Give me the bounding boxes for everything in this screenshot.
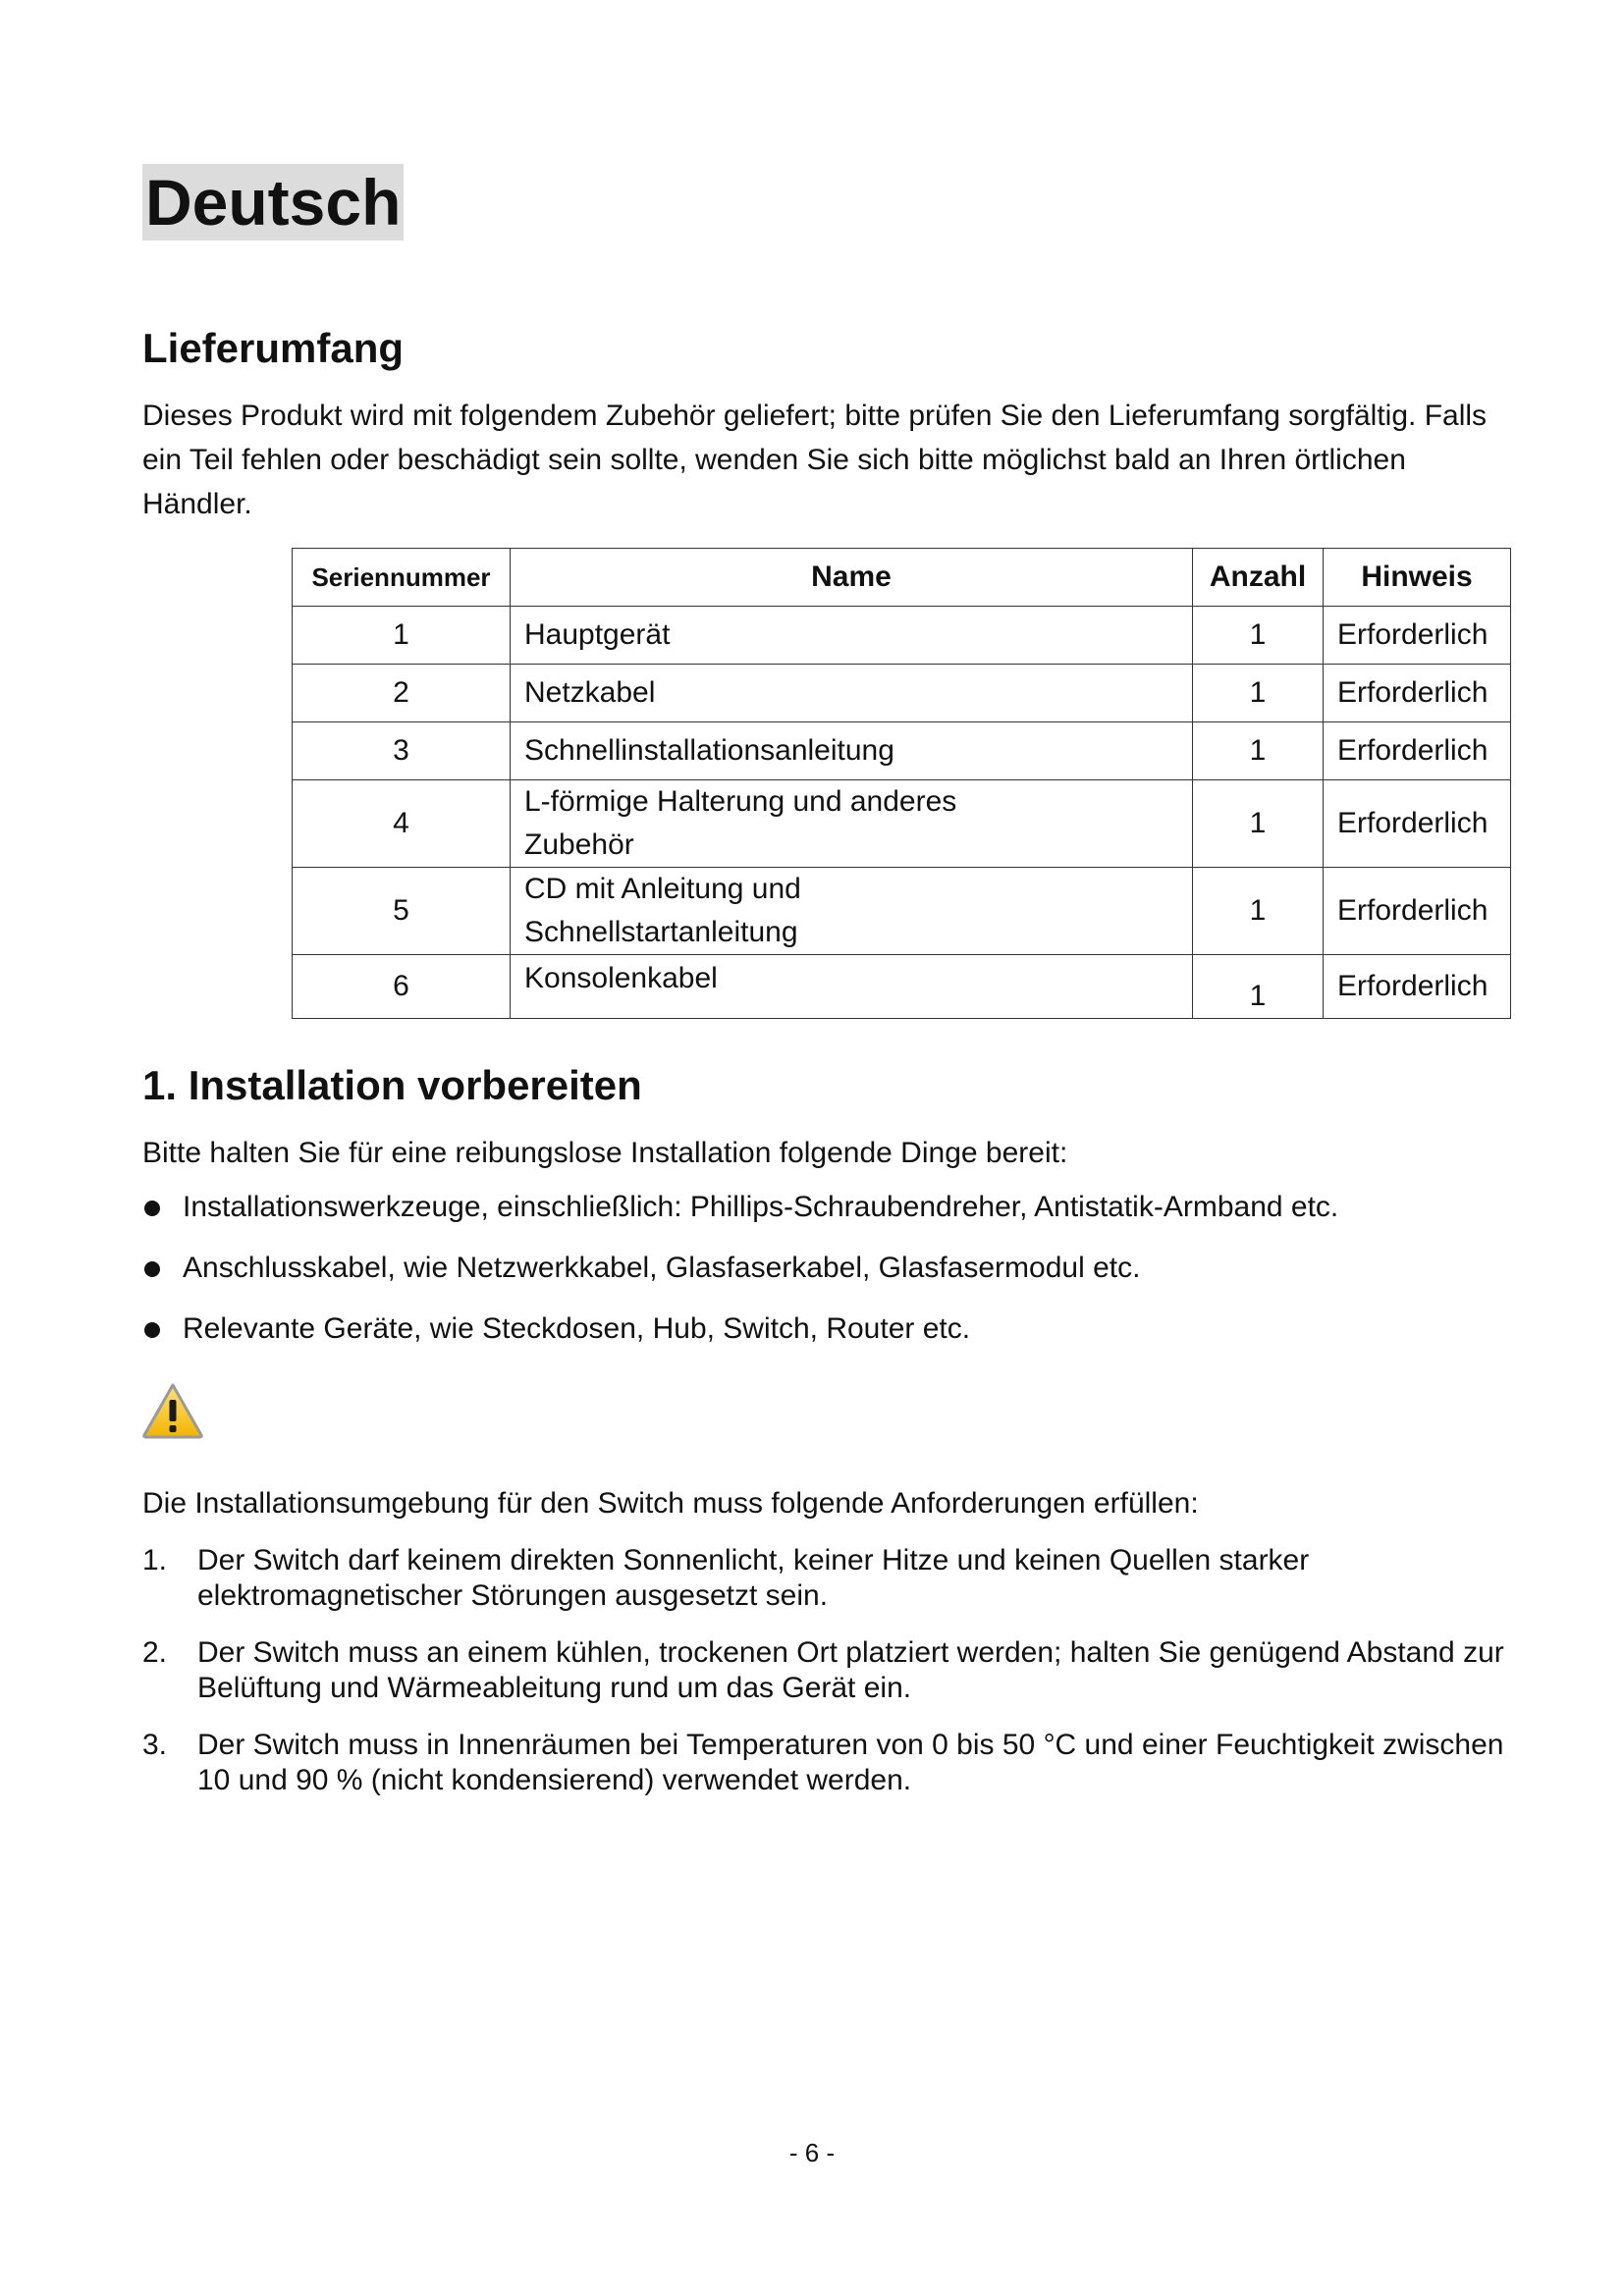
list-item	[142, 1309, 1338, 1349]
list-item-text: Der Switch muss in Innenräumen bei Temperaturen von 0 bis 50 °C und einer Feuchtigkeit zwischen 10 und 90 % (nicht kondensierend) verwendet werden.	[197, 1729, 1504, 1796]
table-row	[293, 868, 1511, 955]
col-header-qty: Anzahl	[1193, 549, 1324, 607]
table-row	[293, 722, 1511, 780]
list-item-text: Anschlusskabel, wie Netzwerkkabel, Glasfaserkabel, Glasfasermodul etc.	[183, 1252, 1141, 1284]
cell-qty: 1	[1193, 607, 1324, 665]
cell-name: Netzkabel	[511, 665, 1193, 722]
col-header-note: Hinweis	[1324, 549, 1511, 607]
install-intro: Bitte halten Sie für eine reibungslose Installation folgende Dinge bereit:	[142, 1137, 1068, 1169]
cell-serial: 5	[293, 868, 511, 955]
page-number: - 6 -	[788, 2138, 836, 2167]
cell-qty: 1	[1193, 722, 1324, 780]
bullet-icon	[144, 1322, 160, 1338]
list-item-number: 3.	[142, 1729, 168, 1761]
tools-list	[142, 1188, 1338, 1370]
cell-qty: 1	[1193, 780, 1324, 868]
table-row	[293, 955, 1511, 1019]
col-header-name: Name	[511, 549, 1193, 607]
list-item-number: 1.	[142, 1544, 168, 1576]
bullet-icon	[144, 1261, 160, 1277]
list-item	[142, 1188, 1338, 1227]
list-item	[142, 1543, 1537, 1614]
table-row	[293, 780, 1511, 868]
cell-name: L-förmige Halterung und anderes Zubehör	[511, 780, 1193, 868]
list-item	[142, 1728, 1537, 1798]
scope-table-header-row	[293, 549, 1511, 607]
warning-triangle-icon	[141, 1382, 204, 1439]
list-item-text: Relevante Geräte, wie Steckdosen, Hub, Switch, Router etc.	[183, 1312, 971, 1345]
cell-serial: 6	[293, 955, 511, 1019]
cell-name: Konsolenkabel	[511, 955, 1193, 1019]
cell-note: Erforderlich	[1324, 955, 1511, 1019]
list-item-text: Installationswerkzeuge, einschließlich: Phillips-Schraubendreher, Antistatik-Armband etc.	[183, 1191, 1339, 1223]
list-item-text: Der Switch muss an einem kühlen, trockenen Ort platziert werden; halten Sie genügend Abstand zur Belüftung und Wärmeableitung rund um das Gerät ein.	[197, 1636, 1504, 1704]
cell-serial: 4	[293, 780, 511, 868]
list-item	[142, 1635, 1537, 1706]
cell-qty: 1	[1193, 665, 1324, 722]
bullet-icon	[144, 1201, 160, 1216]
scope-table	[292, 548, 1511, 1019]
install-heading: 1. Installation vorbereiten	[142, 1062, 642, 1108]
list-item-number: 2.	[142, 1636, 168, 1669]
scope-intro: Dieses Produkt wird mit folgendem Zubehör geliefert; bitte prüfen Sie den Lieferumfang sorgfältig. Falls ein Teil fehlen oder beschädigt sein sollte, wenden Sie sich bitte möglichst bald an Ihren örtlichen Händler.	[142, 400, 1488, 520]
table-row	[293, 607, 1511, 665]
table-row	[293, 665, 1511, 722]
cell-serial: 3	[293, 722, 511, 780]
cell-name: Schnellinstallationsanleitung	[511, 722, 1193, 780]
list-item	[142, 1249, 1338, 1288]
requirements-list	[142, 1543, 1537, 1820]
cell-name: Hauptgerät	[511, 607, 1193, 665]
cell-name: CD mit Anleitung und Schnellstartanleitung	[511, 868, 1193, 955]
cell-note: Erforderlich	[1324, 665, 1511, 722]
cell-note: Erforderlich	[1324, 607, 1511, 665]
page-title: Deutsch	[142, 164, 404, 240]
col-header-serial: Seriennummer	[293, 549, 511, 607]
cell-note: Erforderlich	[1324, 722, 1511, 780]
cell-serial: 2	[293, 665, 511, 722]
scope-heading: Lieferumfang	[142, 325, 405, 371]
cell-qty: 1	[1193, 868, 1324, 955]
cell-note: Erforderlich	[1324, 780, 1511, 868]
cell-note: Erforderlich	[1324, 868, 1511, 955]
cell-serial: 1	[293, 607, 511, 665]
env-intro: Die Installationsumgebung für den Switch muss folgende Anforderungen erfüllen:	[142, 1487, 1199, 1520]
cell-qty: 1	[1193, 955, 1324, 1019]
list-item-text: Der Switch darf keinem direkten Sonnenlicht, keiner Hitze und keinen Quellen starker elektromagnetischer Störungen ausgesetzt sein.	[197, 1544, 1310, 1612]
